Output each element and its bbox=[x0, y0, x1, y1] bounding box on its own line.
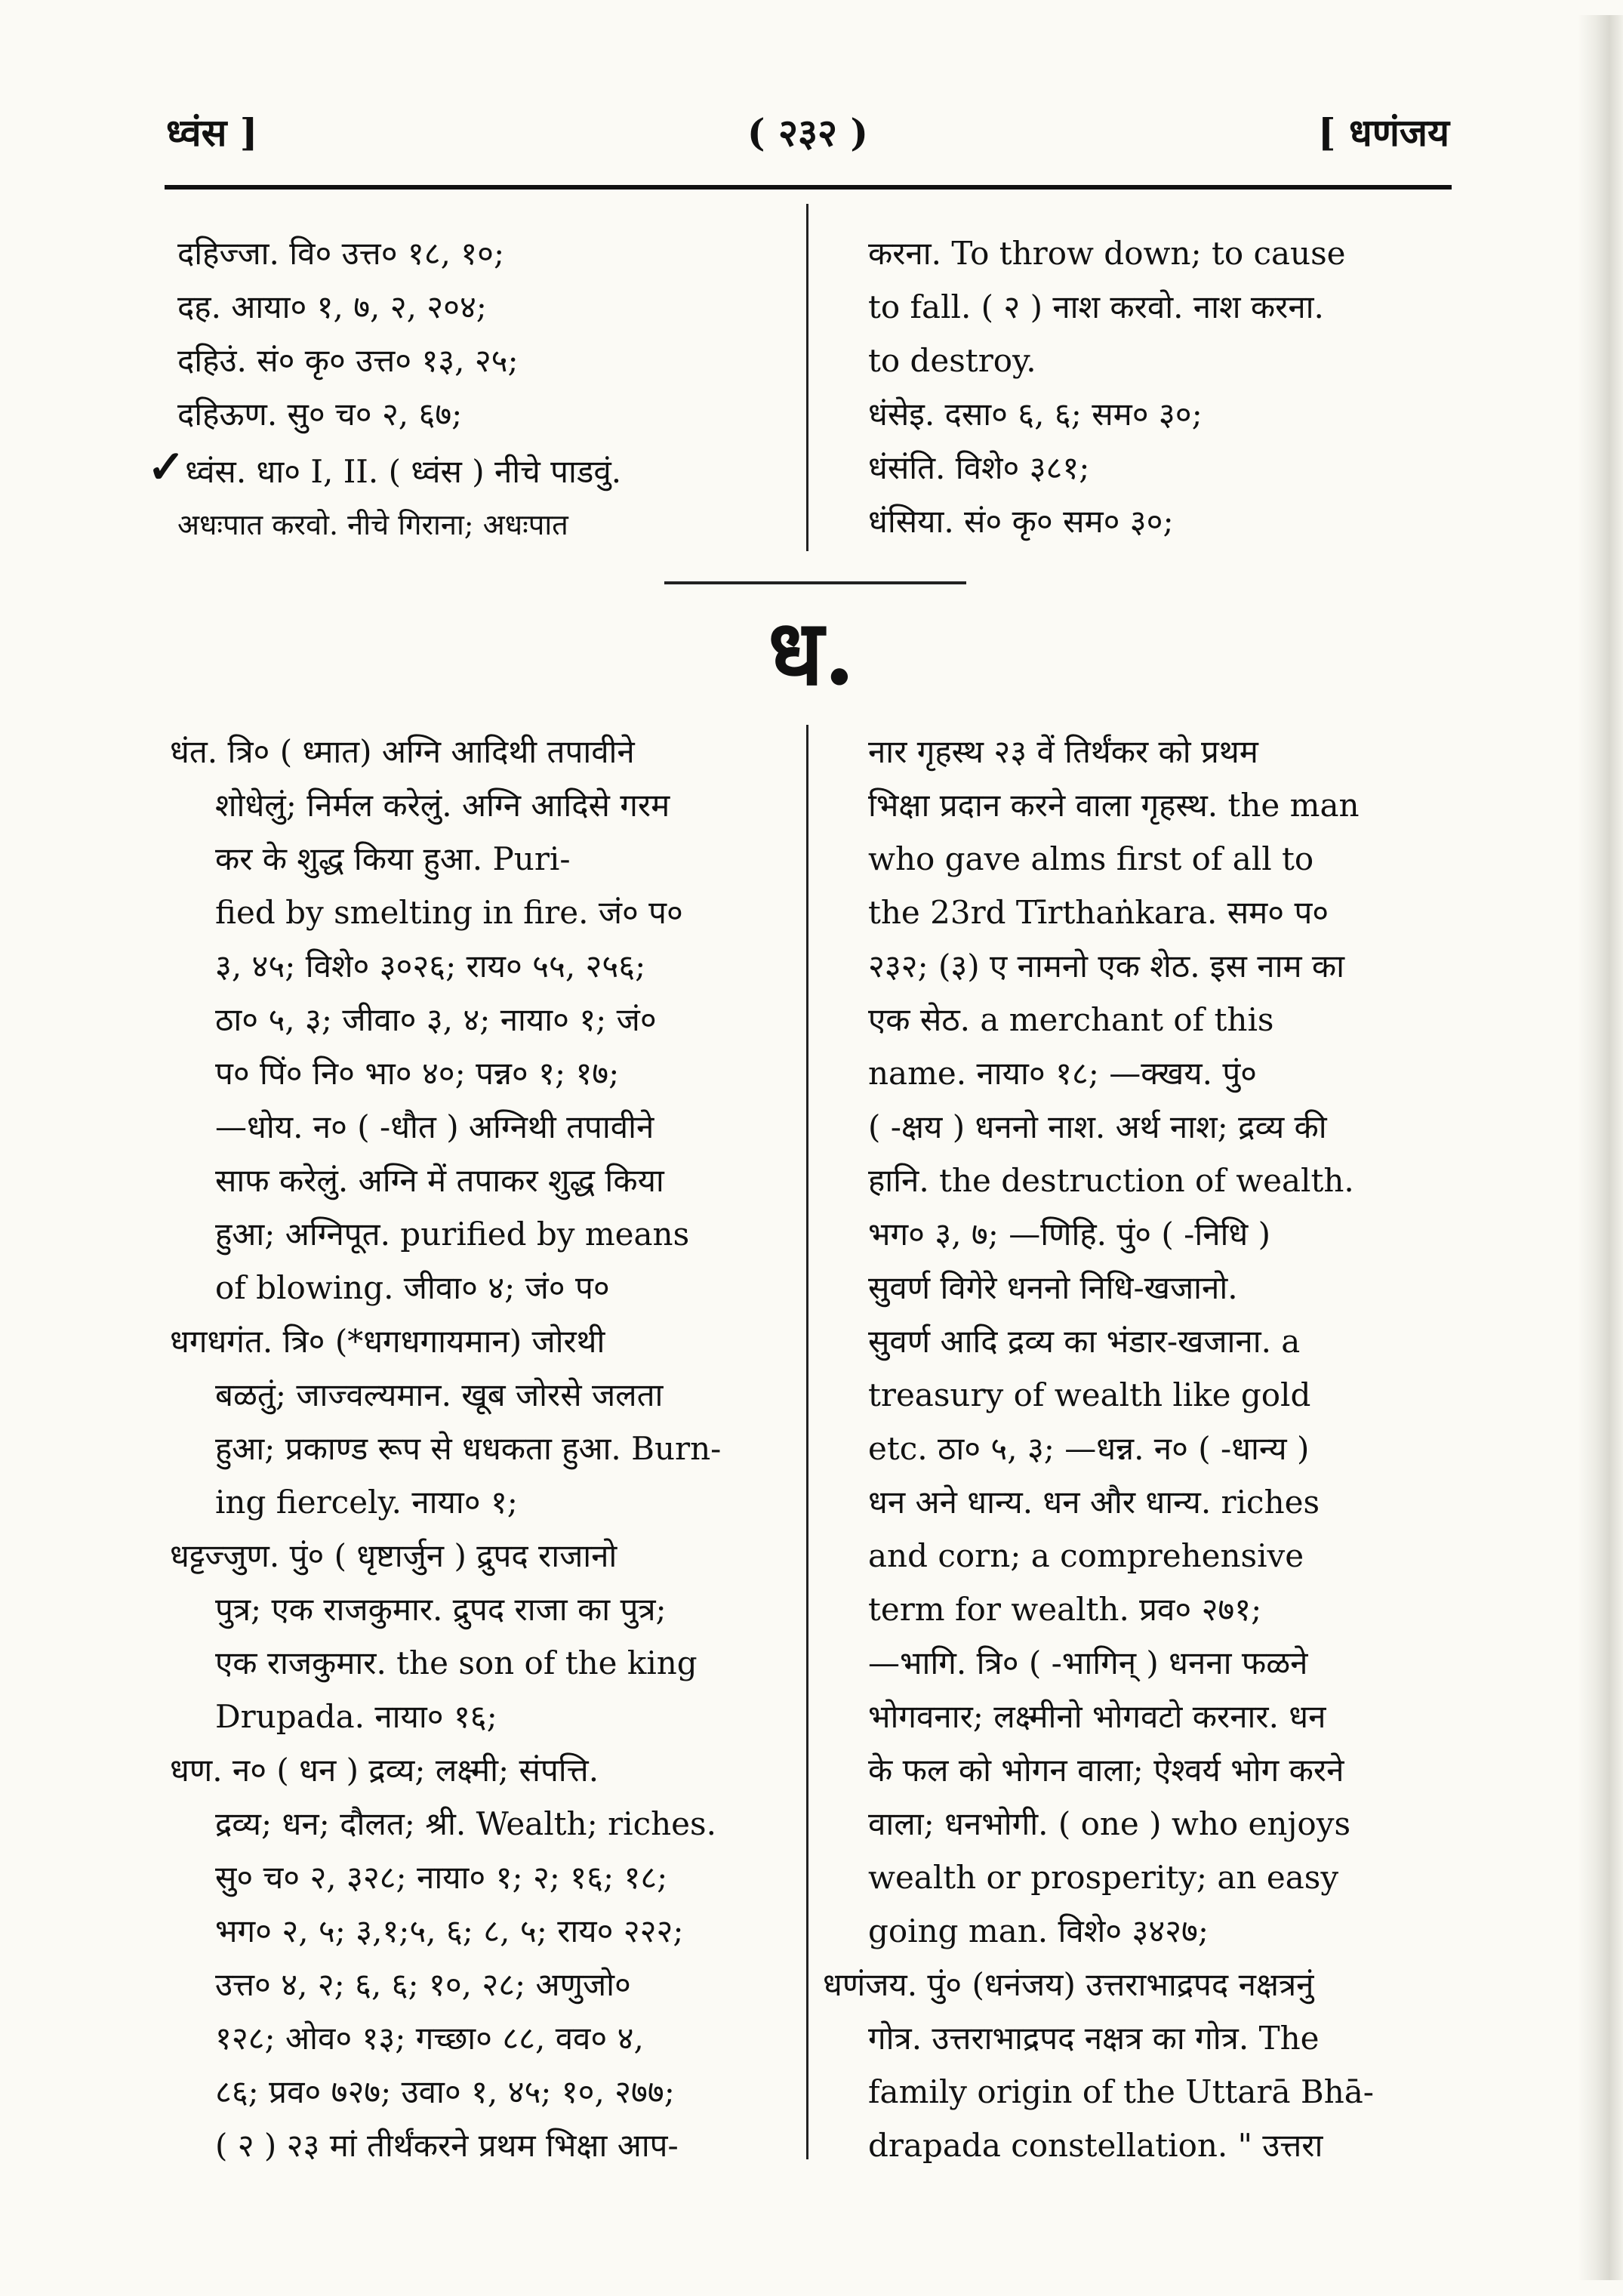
text-line: करना. To throw down; to cause bbox=[868, 235, 1346, 272]
text-line: दह. आया० १, ७, २, २०४; bbox=[177, 288, 487, 325]
text-line: धणंजय. पुं० (धनंजय) उत्तराभाद्रपद नक्षत्रनुं bbox=[823, 1966, 1314, 2003]
page-number: ( २३२ ) bbox=[747, 110, 869, 155]
text-line: etc. ठा० ५, ३; —धन्न. न० ( -धान्य ) bbox=[868, 1430, 1310, 1467]
text-line: बळतुं; जाज्वल्यमान. खूब जोरसे जलता bbox=[215, 1376, 664, 1413]
text-line: term for wealth. प्रव० २७१; bbox=[868, 1591, 1262, 1628]
checkmark-icon: ✓ bbox=[147, 441, 186, 494]
text-line: हुआ; प्रकाण्ड रूप से धधकता हुआ. Burn- bbox=[215, 1430, 722, 1467]
text-line: दहिउं. सं० कृ० उत्त० १३, २५; bbox=[177, 342, 519, 379]
text-line: सुवर्ण विगेरे धननो निधि-खजानो. bbox=[868, 1269, 1238, 1306]
text-line: कर के शुद्ध किया हुआ. Puri- bbox=[215, 840, 571, 877]
text-line: to destroy. bbox=[868, 342, 1036, 379]
text-line: —भागि. त्रि० ( -भागिन् ) धनना फळने bbox=[868, 1644, 1308, 1681]
text-line: the 23rd Tīrthaṅkara. सम० प० bbox=[868, 894, 1329, 931]
text-line: धन अने धान्य. धन और धान्य. riches bbox=[868, 1484, 1320, 1521]
text-line: भिक्षा प्रदान करने वाला गृहस्थ. the man bbox=[868, 787, 1360, 824]
text-line: एक राजकुमार. the son of the king bbox=[215, 1644, 698, 1681]
header-right-guideword: [ धणंजय bbox=[1317, 110, 1449, 155]
text-line: उत्त० ४, २; ६, ६; १०, २८; अणुजो० bbox=[215, 1966, 631, 2003]
text-line: going man. विशे० ३४२७; bbox=[868, 1912, 1209, 1949]
text-line: वाला; धनभोगी. ( one ) who enjoys bbox=[868, 1805, 1351, 1842]
text-line: पुत्र; एक राजकुमार. द्रुपद राजा का पुत्र; bbox=[215, 1591, 667, 1628]
text-line: के फल को भोगन वाला; ऐश्वर्य भोग करने bbox=[868, 1752, 1344, 1789]
text-line: धंसंति. विशे० ३८१; bbox=[868, 449, 1090, 486]
text-line: २३२; (३) ए नामनो एक शेठ. इस नाम का bbox=[868, 948, 1345, 985]
text-line: family origin of the Uttarā Bhā- bbox=[868, 2073, 1374, 2110]
text-line: धट्टज्जुण. पुं० ( धृष्टार्जुन ) द्रुपद राजानो bbox=[170, 1537, 617, 1574]
text-line: fied by smelting in fire. जं० प० bbox=[215, 894, 683, 931]
column-divider bbox=[806, 725, 808, 2159]
section-rule bbox=[664, 581, 966, 584]
text-line: धंत. त्रि० ( ध्मात) अग्नि आदिथी तपावीने bbox=[170, 733, 635, 770]
text-line: ✓ध्वंस. धा० I, II. ( ध्वंस ) नीचे पाडवुं. bbox=[147, 441, 622, 494]
text-line: ( -क्षय ) धननो नाश. अर्थ नाश; द्रव्य की bbox=[868, 1108, 1327, 1145]
column-divider bbox=[806, 204, 808, 551]
header-rule bbox=[165, 185, 1452, 190]
text-line: ८६; प्रव० ७२७; उवा० १, ४५; १०, २७७; bbox=[215, 2073, 675, 2110]
text-line: सु० च० २, ३२८; नाया० १; २; १६; १८; bbox=[215, 1859, 668, 1896]
text-line: धण. न० ( धन ) द्रव्य; लक्ष्मी; संपत्ति. bbox=[170, 1752, 599, 1789]
page-margin-shadow bbox=[1578, 15, 1623, 2280]
page-header bbox=[166, 106, 1449, 159]
bottom-right-column bbox=[823, 725, 1449, 2172]
text-line: Drupada. नाया० १६; bbox=[215, 1698, 497, 1735]
text-line: धंसिया. सं० कृ० सम० ३०; bbox=[868, 503, 1174, 540]
text-line: who gave alms first of all to bbox=[868, 840, 1314, 877]
text-line: १२८; ओव० १३; गच्छा० ८८, वव० ४, bbox=[215, 2020, 644, 2057]
text-line: of blowing. जीवा० ४; जं० प० bbox=[215, 1269, 610, 1306]
text-line: ३, ४५; विशे० ३०२६; राय० ५५, २५६; bbox=[215, 948, 646, 985]
text-line: साफ करेलुं. अग्नि में तपाकर शुद्ध किया bbox=[215, 1162, 664, 1199]
section-letter-heading: ध. bbox=[768, 599, 855, 706]
text-line: wealth or prosperity; an easy bbox=[868, 1859, 1339, 1896]
text-line: धगधगंत. त्रि० (*धगधगायमान) जोरथी bbox=[170, 1323, 605, 1360]
text-line: नार गृहस्थ २३ वें तिर्थंकर को प्रथम bbox=[868, 733, 1258, 770]
text-line: गोत्र. उत्तराभाद्रपद नक्षत्र का गोत्र. The bbox=[868, 2020, 1320, 2057]
text-line: drapada constellation. " उत्तरा bbox=[868, 2127, 1323, 2164]
text-line: ठा० ५, ३; जीवा० ३, ४; नाया० १; जं० bbox=[215, 1001, 657, 1038]
text-line: सुवर्ण आदि द्रव्य का भंडार-खजाना. a bbox=[868, 1323, 1301, 1360]
text-line: एक सेठ. a merchant of this bbox=[868, 1001, 1274, 1038]
text-line: शोधेलुं; निर्मल करेलुं. अग्नि आदिसे गरम bbox=[215, 787, 670, 824]
text-line: भग० ३, ७; —णिहि. पुं० ( -निधि ) bbox=[868, 1216, 1270, 1253]
text-line: name. नाया० १८; —क्खय. पुं० bbox=[868, 1055, 1258, 1092]
text-line: treasury of wealth like gold bbox=[868, 1376, 1311, 1413]
text-line: दहिज्जा. वि० उत्त० १८, १०; bbox=[177, 235, 505, 272]
header-left-guideword: ध्वंस ] bbox=[166, 110, 258, 155]
text-line: प० पिं० नि० भा० ४०; पन्न० १; १७; bbox=[215, 1055, 620, 1092]
text-line: दहिऊण. सु० च० २, ६७; bbox=[177, 396, 463, 433]
bottom-left-column bbox=[170, 725, 785, 2172]
text-line: ( २ ) २३ मां तीर्थंकरने प्रथम भिक्षा आप- bbox=[215, 2127, 679, 2164]
text-line: ing fiercely. नाया० १; bbox=[215, 1484, 518, 1521]
text-line: भोगवनार; लक्ष्मीनो भोगवटो करनार. धन bbox=[868, 1698, 1326, 1735]
text-line: हुआ; अग्निपूत. purified by means bbox=[215, 1216, 690, 1253]
text-line: हानि. the destruction of wealth. bbox=[868, 1162, 1354, 1199]
text-line: अधःपात करवो. नीचे गिराना; अधःपात bbox=[177, 508, 568, 541]
text-line: —धोय. न० ( -धौत ) अग्निथी तपावीने bbox=[215, 1108, 654, 1145]
top-right-column bbox=[868, 227, 1449, 548]
text-line: and corn; a comprehensive bbox=[868, 1537, 1304, 1574]
text-line: धंसेइ. दसा० ६, ६; सम० ३०; bbox=[868, 396, 1203, 433]
top-left-column bbox=[147, 227, 804, 552]
text-line: द्रव्य; धन; दौलत; श्री. Wealth; riches. bbox=[215, 1805, 716, 1842]
text-line: to fall. ( २ ) नाश करवो. नाश करना. bbox=[868, 288, 1324, 325]
text-line: भग० २, ५; ३,१;५, ६; ८, ५; राय० २२२; bbox=[215, 1912, 684, 1949]
